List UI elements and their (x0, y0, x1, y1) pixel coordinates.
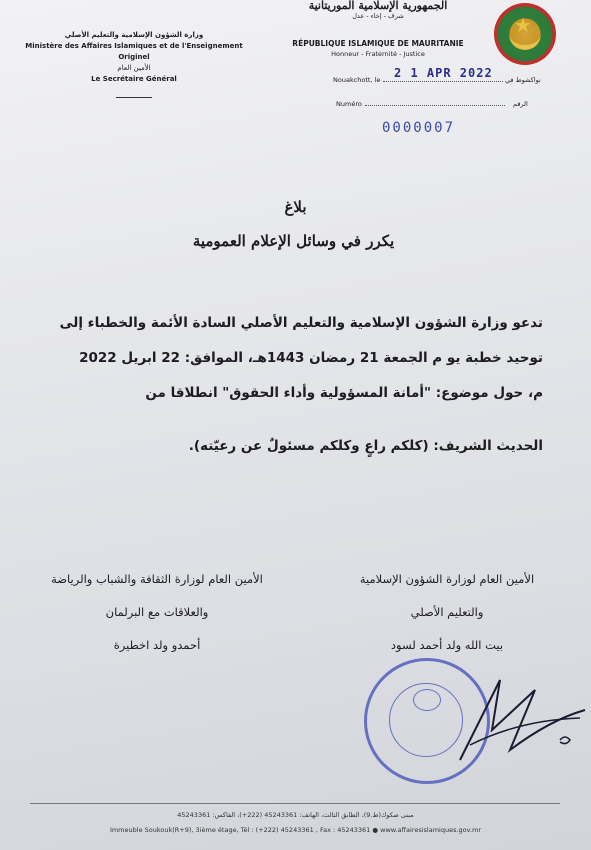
date-line (383, 80, 503, 82)
date-stamp: 2 1 APR 2022 (394, 66, 493, 80)
footer-divider (30, 803, 560, 804)
signature-left-title: الأمين العام لوزارة الثقافة والشباب والرياضة (51, 572, 263, 586)
date-label-fr: Nouakchott, le (333, 76, 381, 84)
signature-right-name: بيت الله ولد أحمد لسود (390, 638, 504, 652)
republic-name-fr: RÉPUBLIQUE ISLAMIQUE DE MAURITANIE (292, 39, 464, 48)
footer-address-fr: Immeuble Soukouk(R+9), 3ième étage, Tél : (+222) 45243361 , Fax : 45243361 ● www.affairesislamiques.gov.mr (109, 826, 482, 834)
body-line-1: تدعو وزارة الشؤون الإسلامية والتعليم الأصلي السادة الأئمة والخطباء إلى (59, 315, 543, 331)
number-label-fr: Numéro (336, 100, 362, 108)
signature-left-title-2: والعلاقات مع البرلمان (105, 605, 209, 619)
body-line-2: توحيد خطبة يو م الجمعة 21 رمضان 1443هـ، الموافق: 22 ابريل 2022 (79, 350, 543, 366)
body-line-3: م، حول موضوع: "أمانة المسؤولية وأداء الحقوق" انطلاقا من (145, 385, 543, 401)
republic-motto-ar: شرف - إخاء - عدل (352, 12, 404, 20)
number-line (365, 104, 505, 106)
number-stamp: 0000007 (382, 120, 456, 136)
body-line-4: الحديث الشريف: (كلكم راعٍ وكلكم مسئولٌ عن رعيّته). (188, 438, 543, 454)
ministry-name-fr-2: Originel (118, 53, 150, 61)
national-emblem (494, 3, 556, 65)
ministry-header (18, 30, 250, 98)
document-title: بلاغ (284, 198, 307, 216)
republic-motto-fr: Honneur - Fraternité - Justice (331, 50, 425, 58)
ministry-name-fr: Ministère des Affaires Islamiques et de l'Enseignement (25, 42, 243, 50)
star-icon: ★ (514, 13, 532, 37)
secretary-general-ar: الأمين العام (117, 64, 151, 72)
stamp-emblem-icon (413, 689, 441, 711)
republic-name-ar: الجمهورية الإسلامية الموريتانية (308, 0, 448, 12)
republic-header (268, 0, 488, 60)
signature-right-title: الأمين العام لوزارة الشؤون الإسلامية (359, 572, 535, 586)
document-subtitle: يكرر في وسائل الإعلام العمومية (192, 232, 395, 250)
date-label-ar: نواكشوط في (505, 76, 541, 84)
header-divider (116, 97, 152, 98)
number-label-ar: الرقم (513, 100, 528, 108)
handwritten-signature (440, 660, 590, 780)
secretary-general-fr: Le Secrétaire Général (91, 75, 177, 83)
footer-address-ar: مبنى صكوك(ط.9)، الطابق الثالث، الهاتف: 45243361 (222+)، الفاكس: 45243361 (177, 811, 414, 819)
signature-right-title-2: والتعليم الأصلي (410, 605, 484, 619)
ministry-name-ar: وزارة الشؤون الإسلامية والتعليم الأصلي (64, 31, 204, 39)
signature-left-name: أحمدو ولد اخطيرة (113, 638, 201, 652)
crescent-icon (509, 29, 541, 50)
